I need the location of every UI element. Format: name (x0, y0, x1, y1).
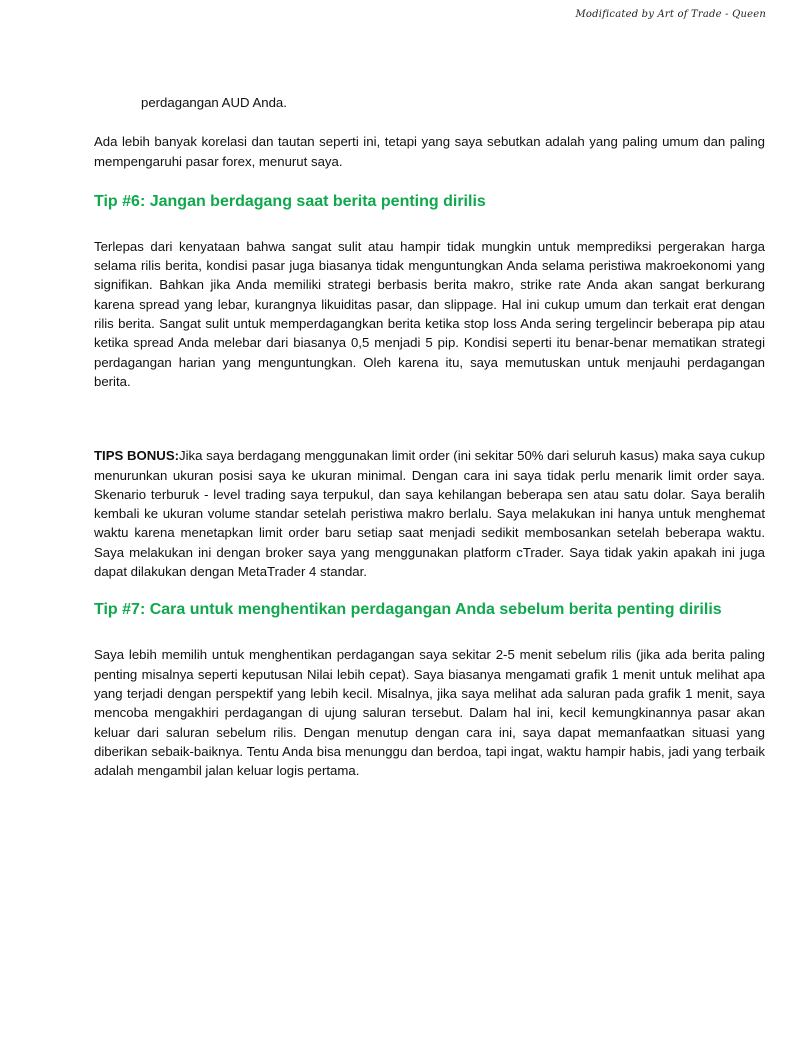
tip6-paragraph: Terlepas dari kenyataan bahwa sangat sulit atau hampir tidak mungkin untuk memprediksi pergerakan harga selama rilis berita, kondisi pasar juga biasanya tidak menguntungkan Anda selama peristiwa makroekonomi yang signifikan. Bahkan jika Anda memiliki strategi berbasis berita makro, strike rate Anda akan sangat berkurang karena spread yang lebar, kurangnya likuiditas pasar, dan slippage. Hal ini cukup umum dan terkait erat dengan rilis berita. Sangat sulit untuk memperdagangkan berita ketika stop loss Anda sering tergelincir beberapa pip atau ketika spread Anda melebar dari biasanya 0,5 menjadi 5 pip. Kondisi seperti itu benar-benar mematikan strategi perdagangan harian yang menguntungkan. Oleh karena itu, saya memutuskan untuk menjauhi perdagangan berita. (94, 238, 765, 389)
tip7-paragraph: Saya lebih memilih untuk menghentikan perdagangan saya sekitar 2-5 menit sebelum rilis (jika ada berita paling penting misalnya seperti keputusan Nilai lebih cepat). Saya biasanya mengamati grafik 1 menit untuk melihat apa yang terjadi dengan perspektif yang lebih kecil. Misalnya, jika saya melihat ada saluran pada grafik 1 menit, saya mencoba mengakhiri perdagangan di ujung saluran tersebut. Dalam hal ini, kecil kemungkinannya pasar akan keluar dari saluran sebelum rilis. Dengan menutup dengan cara ini, saya dapat memanfaatkan situasi yang diberikan sebaik-baiknya. Tentu Anda bisa menunggu dan berdoa, tapi ingat, waktu hampir habis, jadi yang terbaik adalah mengambil jalan keluar logis pertama. (94, 647, 765, 779)
tip7-heading: Tip #7: Cara untuk menghentikan perdagangan Anda sebelum berita penting dirilis (94, 601, 722, 619)
header-watermark: Modificated by Art of Trade - Queen (575, 9, 766, 20)
bonus-label: TIPS BONUS: (94, 448, 180, 464)
continuation-line: perdagangan AUD Anda. (141, 95, 287, 110)
tip6-heading: Tip #6: Jangan berdagang saat berita penting dirilis (94, 192, 486, 210)
intro-paragraph: Ada lebih banyak korelasi dan tautan seperti ini, tetapi yang saya sebutkan adalah yang paling umum dan paling mempengaruhi pasar forex, menurut saya. (94, 134, 765, 169)
bonus-text: Jika saya berdagang menggunakan limit order (ini sekitar 50% dari seluruh kasus) maka saya cukup menurunkan ukuran posisi saya ke ukuran minimal. Dengan cara ini saya tidak perlu menarik limit order saya. Skenario terburuk - level trading saya terpukul, dan saya kehilangan beberapa sen atau satu dolar. Saya beralih kembali ke ukuran volume standar setelah peristiwa makro berlalu. Saya melakukan ini hanya untuk menghemat waktu karena menetapkan limit order baru setiap saat menjadi sedikit membosankan setelah beberapa waktu. Saya melakukan ini dengan broker saya yang menggunakan platform cTrader. Saya tidak yakin apakah ini juga dapat dilakukan dengan MetaTrader 4 standar. (94, 448, 765, 580)
bonus-paragraph (94, 446, 765, 581)
document-body (94, 93, 765, 780)
